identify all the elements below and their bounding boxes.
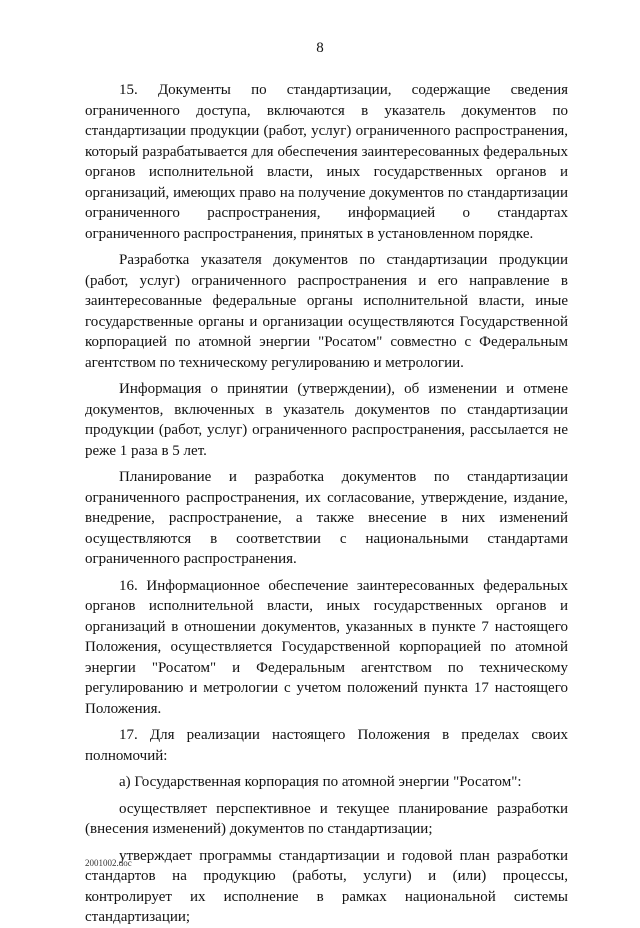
paragraph-17: 17. Для реализации настоящего Положения в пределах своих полномочий: <box>85 727 568 764</box>
document-body <box>85 80 568 928</box>
paragraph-16: 16. Информационное обеспечение заинтересованных федеральных органов исполнительной власти, иных государственных органов и организаций в отношении документов, указанных в пункте 7 настоящего Положения, осуществляется Государственной корпорацией по атомной энергии "Росатом" и Федеральным агентством по техническому регулированию и метрологии с учетом положений пункта 17 настоящего Положения. <box>85 577 568 717</box>
paragraph-17a-planning: осуществляет перспективное и текущее планирование разработки (внесения изменений) документов по стандартизации; <box>85 800 568 837</box>
paragraph-17a-programs: утверждает программы стандартизации и годовой план разработки стандартов на продукцию (работы, услуги) и (или) процессы, контролирует их исполнение в рамках национальной системы стандартизации; <box>85 847 568 925</box>
page-number: 8 <box>316 40 324 56</box>
paragraph-17a: а) Государственная корпорация по атомной энергии "Росатом": <box>119 774 522 790</box>
paragraph-information-distribution: Информация о принятии (утверждении), об изменении и отмене документов, включенных в указатель документов по стандартизации продукции (работ, услуг) ограниченного распространения, рассылается не реже 1 раза в 5 лет. <box>85 381 568 459</box>
paragraph-15: 15. Документы по стандартизации, содержащие сведения ограниченного доступа, включаются в указатель документов по стандартизации продукции (работ, услуг) ограниченного распространения, который разрабатывается для обеспечения заинтересованных федеральных органов исполнительной власти, иных государственных органов и организаций, имеющих право на получение документов по стандартизации ограниченного распространения, информацией о стандартах ограниченного распространения, принятых в установленном порядке. <box>85 82 568 242</box>
footer-file-name: 2001002.doc <box>85 858 132 868</box>
paragraph-planning: Планирование и разработка документов по стандартизации ограниченного распространения, их согласование, утверждение, издание, внедрение, распространение, а также внесение в них изменений осуществляются в соответствии с национальными стандартами ограниченного распространения. <box>85 469 568 567</box>
paragraph-index-development: Разработка указателя документов по стандартизации продукции (работ, услуг) ограниченного распространения и его направление в заинтересованные федеральные органы исполнительной власти, иные государственные органы и организации осуществляются Государственной корпорацией по атомной энергии "Росатом" совместно с Федеральным агентством по техническому регулированию и метрологии. <box>85 252 568 371</box>
